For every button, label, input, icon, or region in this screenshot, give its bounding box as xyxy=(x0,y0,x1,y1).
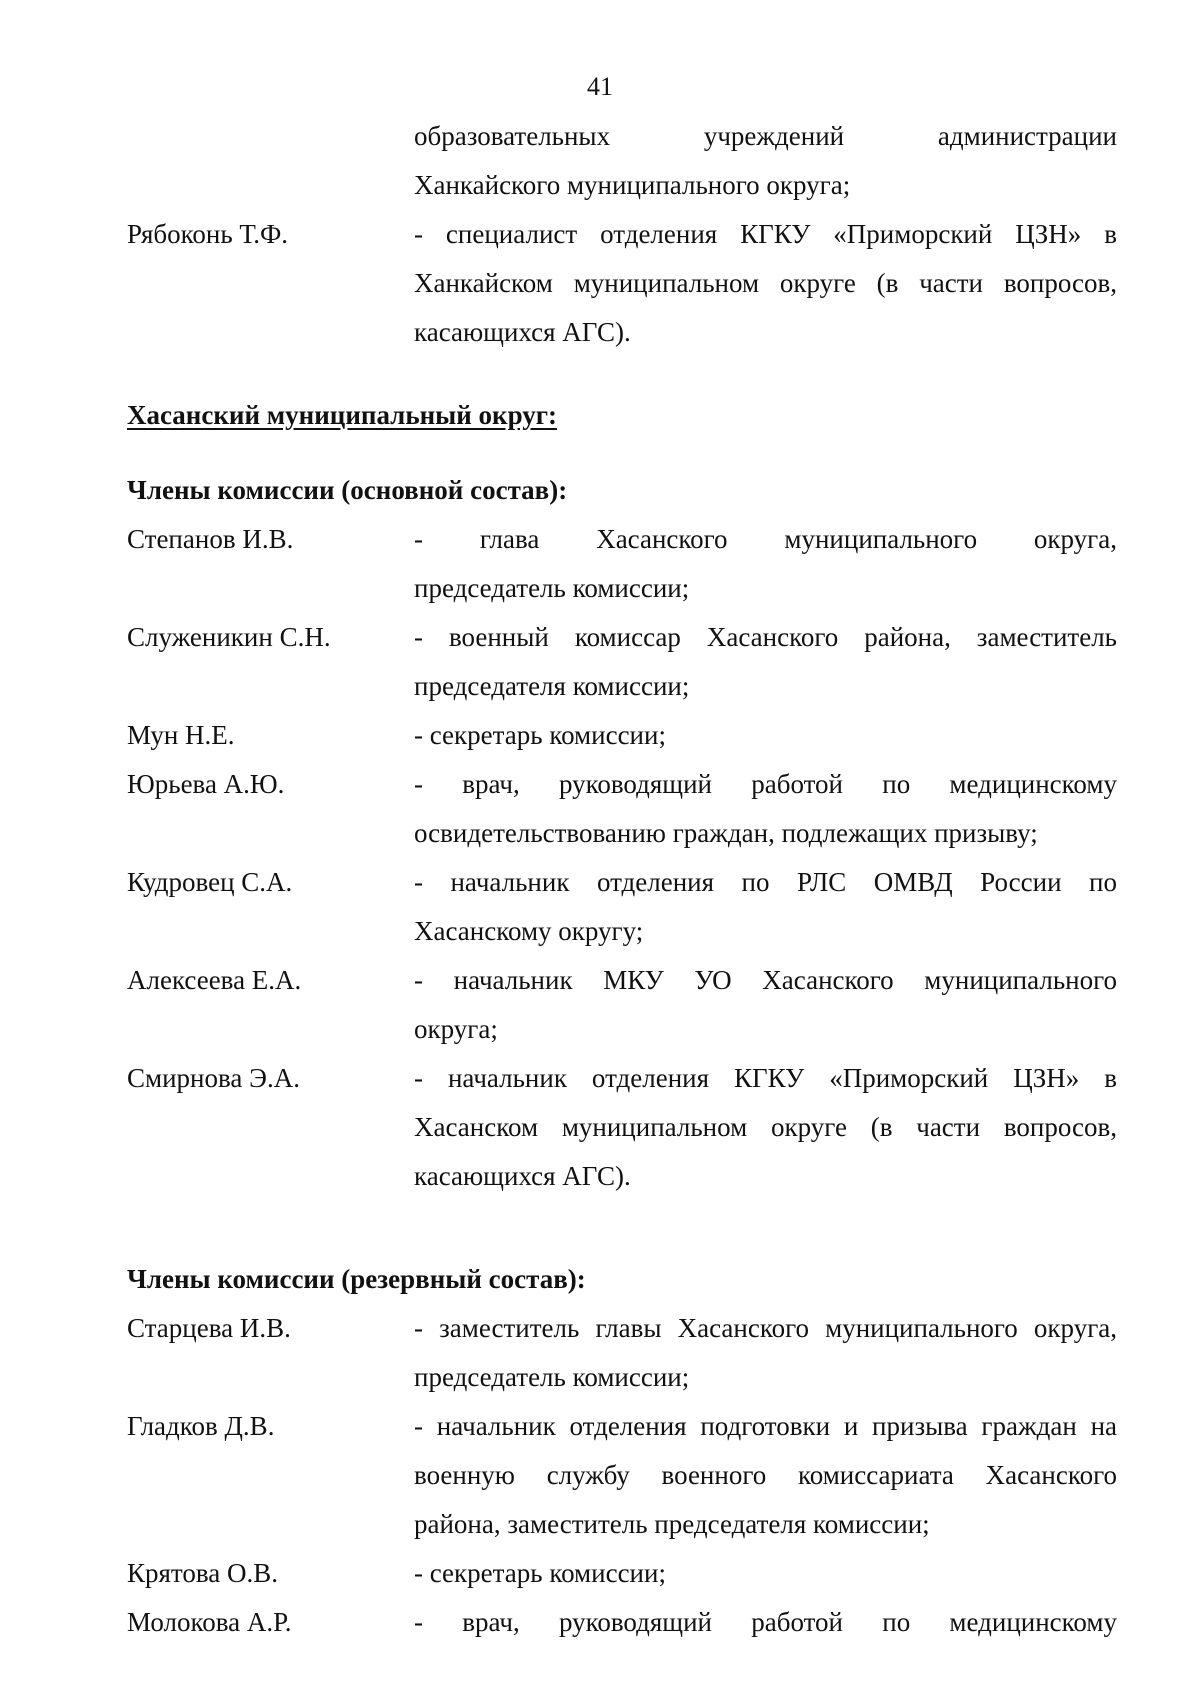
reserve-composition-title: Члены комиссии (резервный состав): xyxy=(127,1264,586,1294)
desc-line: председатель комиссии; xyxy=(414,1362,690,1392)
desc-line: касающихся АГС). xyxy=(414,317,631,347)
member-name: Смирнова Э.А. xyxy=(127,1063,300,1093)
member-row xyxy=(127,1549,1117,1598)
desc-line: - врач, руководящий работой по медицинскому xyxy=(414,1607,1117,1637)
member-row xyxy=(127,1598,1117,1647)
main-composition-title: Члены комиссии (основной состав): xyxy=(127,475,568,505)
member-name: Мун Н.Е. xyxy=(127,720,235,750)
member-row xyxy=(127,1304,1117,1402)
desc-line: - специалист отделения КГКУ «Приморский ЦЗН» в xyxy=(414,219,1117,249)
continuation-row xyxy=(127,112,1117,210)
desc-line: председатель комиссии; xyxy=(414,573,690,603)
member-role xyxy=(414,515,1117,613)
member-row xyxy=(127,956,1117,1054)
desc-line: касающихся АГС). xyxy=(414,1161,631,1191)
desc-line: Хасанском муниципальном округе (в части вопросов, xyxy=(414,1112,1117,1142)
member-row xyxy=(127,613,1117,711)
desc-line: - врач, руководящий работой по медицинскому xyxy=(414,769,1117,799)
member-name: Юрьева А.Ю. xyxy=(127,769,285,799)
document-body xyxy=(127,112,1117,1647)
member-row xyxy=(127,1402,1117,1549)
desc-line: образовательных учреждений администрации xyxy=(414,121,1117,151)
continuation-text xyxy=(414,112,1117,210)
desc-line: округа; xyxy=(414,1014,498,1044)
member-name: Гладков Д.В. xyxy=(127,1411,275,1441)
member-row xyxy=(127,711,1117,760)
member-name: Степанов И.В. xyxy=(127,524,294,554)
desc-line: освидетельствованию граждан, подлежащих призыву; xyxy=(414,818,1038,848)
member-role xyxy=(414,1402,1117,1549)
member-role xyxy=(414,956,1117,1054)
member-row xyxy=(127,210,1117,357)
member-role xyxy=(414,760,1117,858)
desc-line: Ханкайского муниципального округа; xyxy=(414,170,851,200)
member-name: Служеникин С.Н. xyxy=(127,622,331,652)
member-name: Крятова О.В. xyxy=(127,1558,279,1588)
page-number: 41 xyxy=(587,72,613,101)
member-name: Старцева И.В. xyxy=(127,1313,291,1343)
member-row xyxy=(127,1054,1117,1201)
desc-line: - заместитель главы Хасанского муниципального округа, xyxy=(414,1313,1117,1343)
desc-line: - начальник отделения по РЛС ОМВД России по xyxy=(414,867,1117,897)
member-name: Молокова А.Р. xyxy=(127,1607,292,1637)
member-name: Кудровец С.А. xyxy=(127,867,293,897)
desc-line: военную службу военного комиссариата Хасанского xyxy=(414,1460,1117,1490)
member-role xyxy=(414,858,1117,956)
desc-line: - глава Хасанского муниципального округа, xyxy=(414,524,1117,554)
desc-line: Хасанскому округу; xyxy=(414,916,644,946)
desc-line: района, заместитель председателя комиссии; xyxy=(414,1509,930,1539)
desc-line: - секретарь комиссии; xyxy=(414,720,666,750)
member-role xyxy=(414,1549,1117,1598)
desc-line: - военный комиссар Хасанского района, заместитель xyxy=(414,622,1117,652)
member-role xyxy=(414,711,1117,760)
desc-line: - начальник отделения КГКУ «Приморский ЦЗН» в xyxy=(414,1063,1117,1093)
member-role xyxy=(414,1598,1117,1647)
desc-line: - начальник МКУ УО Хасанского муниципального xyxy=(414,965,1117,995)
member-row xyxy=(127,760,1117,858)
desc-line: Ханкайском муниципальном округе (в части вопросов, xyxy=(414,268,1117,298)
member-name: Алексеева Е.А. xyxy=(127,965,302,995)
desc-line: председателя комиссии; xyxy=(414,671,690,701)
member-name: Рябоконь Т.Ф. xyxy=(127,219,289,249)
desc-line: - секретарь комиссии; xyxy=(414,1558,666,1588)
member-row xyxy=(127,858,1117,956)
member-row xyxy=(127,515,1117,613)
member-role xyxy=(414,210,1117,357)
member-role xyxy=(414,1054,1117,1201)
member-role xyxy=(414,613,1117,711)
desc-line: - начальник отделения подготовки и призыва граждан на xyxy=(414,1411,1117,1441)
member-role xyxy=(414,1304,1117,1402)
section-title: Хасанский муниципальный округ: xyxy=(127,400,558,430)
